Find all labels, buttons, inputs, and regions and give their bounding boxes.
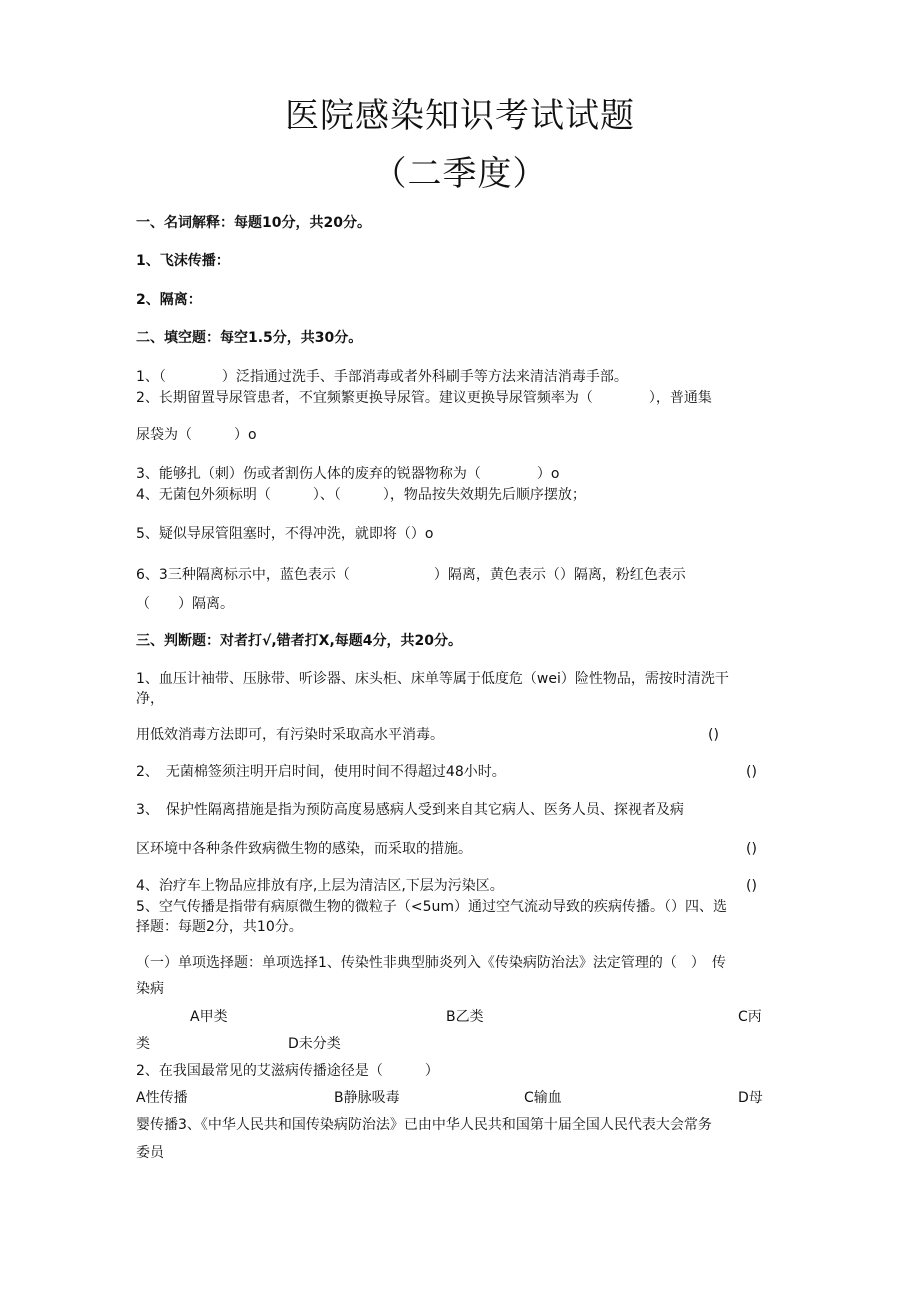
s2-q3: 3、能够扎（刺）伤或者割伤人体的废弃的锐器物称为（ ）o (136, 466, 560, 482)
s4-q2: 2、在我国最常见的艾滋病传播途径是（ ） (136, 1063, 439, 1079)
section3-heading: 三、判断题：对者打√,错者打X,每题4分，共20分。 (136, 633, 462, 649)
s3-q4: 4、治疗车上物品应排放有序,上层为清洁区,下层为污染区。 (136, 878, 504, 894)
s4-q2-opt-c: C输血 (524, 1090, 562, 1106)
s3-q5b: 择题：每题2分，共10分。 (136, 919, 303, 935)
s3-q2-paren: () (746, 764, 757, 780)
s3-q3a: 3、 保护性隔离措施是指为预防高度易感病人受到来自其它病人、医务人员、探视者及病 (136, 802, 684, 818)
s3-q4-paren: () (746, 878, 757, 894)
s4-q1b: 染病 (136, 981, 164, 997)
s4-q1-opt-a: A甲类 (190, 1009, 228, 1025)
s4-q2-opt-d: D母 (738, 1090, 763, 1106)
s4-q2-opt-a: A性传播 (136, 1090, 188, 1106)
s2-q4: 4、无菌包外须标明（ ）、（ ），物品按失效期先后顺序摆放； (136, 487, 586, 503)
s3-q1-paren: () (708, 727, 719, 743)
s2-q5: 5、疑似导尿管阻塞时，不得冲洗，就即将（）o (136, 526, 434, 542)
s2-q6a: 6、3三种隔离标示中，蓝色表示（ ）隔离，黄色表示（）隔离，粉红色表示 (136, 567, 686, 583)
s2-q2a: 2、长期留置导尿管患者，不宜频繁更换导尿管。建议更换导尿管频率为（ ），普通集 (136, 390, 712, 406)
s4-q3b: 委员 (136, 1145, 164, 1161)
exam-title: 医院感染知识考试试题 (285, 96, 635, 136)
s2-q1: 1、（ ）泛指通过洗手、手部消毒或者外科刷手等方法来清洁消毒手部。 (136, 369, 628, 385)
s2-q2b: 尿袋为（ ）o (136, 427, 257, 443)
s4-q1-opt-c-cont: 类 (136, 1036, 150, 1052)
s3-q1a: 1、血压计袖带、压脉带、听诊器、床头柜、床单等属于低度危（wei）险性物品，需按时清洗干 (136, 671, 729, 687)
s3-q3-paren: () (746, 841, 757, 857)
s3-q3b: 区环境中各种条件致病微生物的感染，而采取的措施。 (136, 841, 472, 857)
s1-q1: 1、飞沫传播： (136, 253, 230, 269)
s4-q1-opt-d: D未分类 (288, 1036, 341, 1052)
s4-q1-opt-b: B乙类 (446, 1009, 484, 1025)
s4-q1-opt-c: C丙 (738, 1009, 762, 1025)
section1-heading: 一、名词解释：每题10分，共20分。 (136, 215, 371, 231)
s1-q2: 2、隔离： (136, 292, 202, 308)
s2-q6b: （ ）隔离。 (136, 596, 234, 612)
s4-q3a: 婴传播3、《中华人民共和国传染病防治法》已由中华人民共和国第十届全国人民代表大会常务 (136, 1117, 712, 1133)
section2-heading: 二、填空题：每空1.5分，共30分。 (136, 330, 363, 346)
s3-q5a: 5、空气传播是指带有病原微生物的微粒子（<5um）通过空气流动导致的疾病传播。（）四、选 (136, 899, 728, 915)
s3-q1c: 用低效消毒方法即可，有污染时采取高水平消毒。 (136, 727, 444, 743)
s4-q1a: （一）单项选择题：单项选择1、传染性非典型肺炎列入《传染病防治法》法定管理的（ ） 传 (136, 955, 726, 971)
exam-subtitle: （二季度） (372, 154, 548, 194)
s3-q2: 2、 无菌棉签须注明开启时间，使用时间不得超过48小时。 (136, 764, 506, 780)
s4-q2-opt-b: B静脉吸毒 (334, 1090, 400, 1106)
s3-q1b: 净， (136, 691, 164, 707)
